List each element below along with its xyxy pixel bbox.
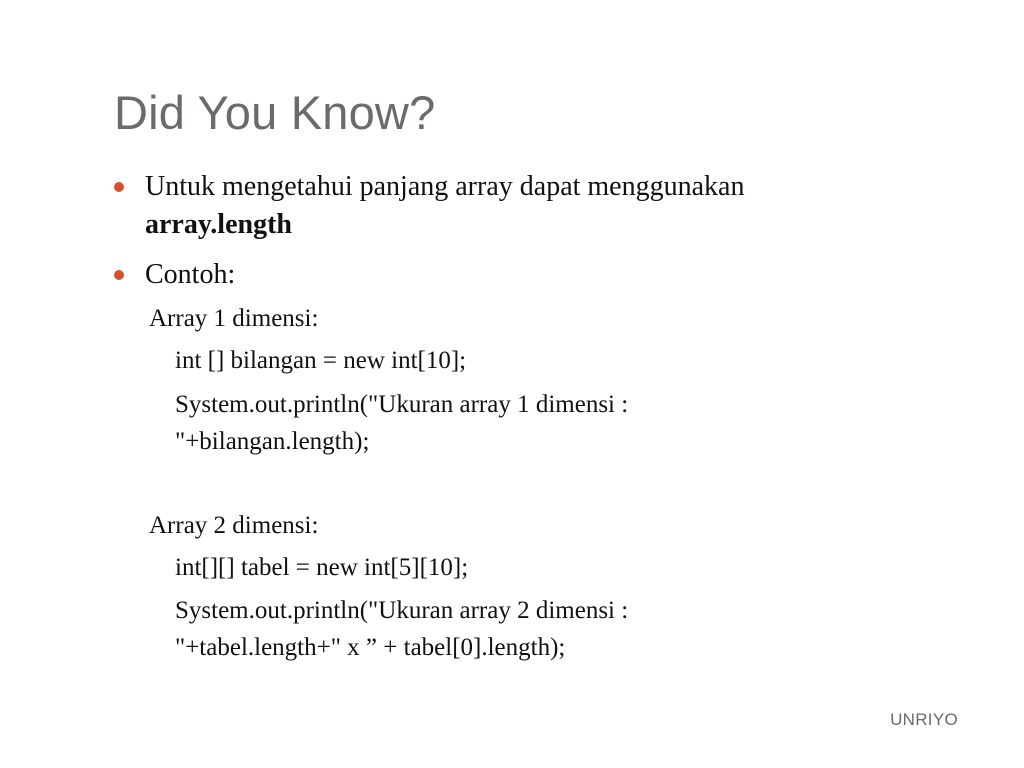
slide-title: Did You Know? [114, 86, 436, 139]
bullet-text: Contoh: [145, 259, 236, 290]
example-2-code-line: "+tabel.length+" x ” + tabel[0].length); [175, 634, 566, 661]
bullet-dot-icon [114, 270, 124, 280]
example-1-code-line: "+bilangan.length); [175, 428, 370, 455]
example-1-code-line: int [] bilangan = new int[10]; [175, 347, 467, 374]
bullet-text-plain: Untuk mengetahui panjang array dapat menggunakan [145, 171, 745, 202]
footer-label: UNRIYO [890, 710, 958, 729]
example-2-heading: Array 2 dimensi: [149, 512, 319, 539]
example-2-code-line: int[][] tabel = new int[5][10]; [175, 554, 469, 581]
bullet-text [145, 168, 875, 244]
bullet-dot-icon [114, 182, 124, 192]
example-1-heading: Array 1 dimensi: [149, 305, 319, 332]
example-2-code-line: System.out.println("Ukuran array 2 dimensi : [175, 597, 629, 624]
bullet-text-bold: array.length [145, 209, 292, 240]
bullet-item-array-length [114, 168, 874, 248]
example-1-code-line: System.out.println("Ukuran array 1 dimensi : [175, 391, 629, 418]
bullet-item-contoh [114, 256, 874, 296]
